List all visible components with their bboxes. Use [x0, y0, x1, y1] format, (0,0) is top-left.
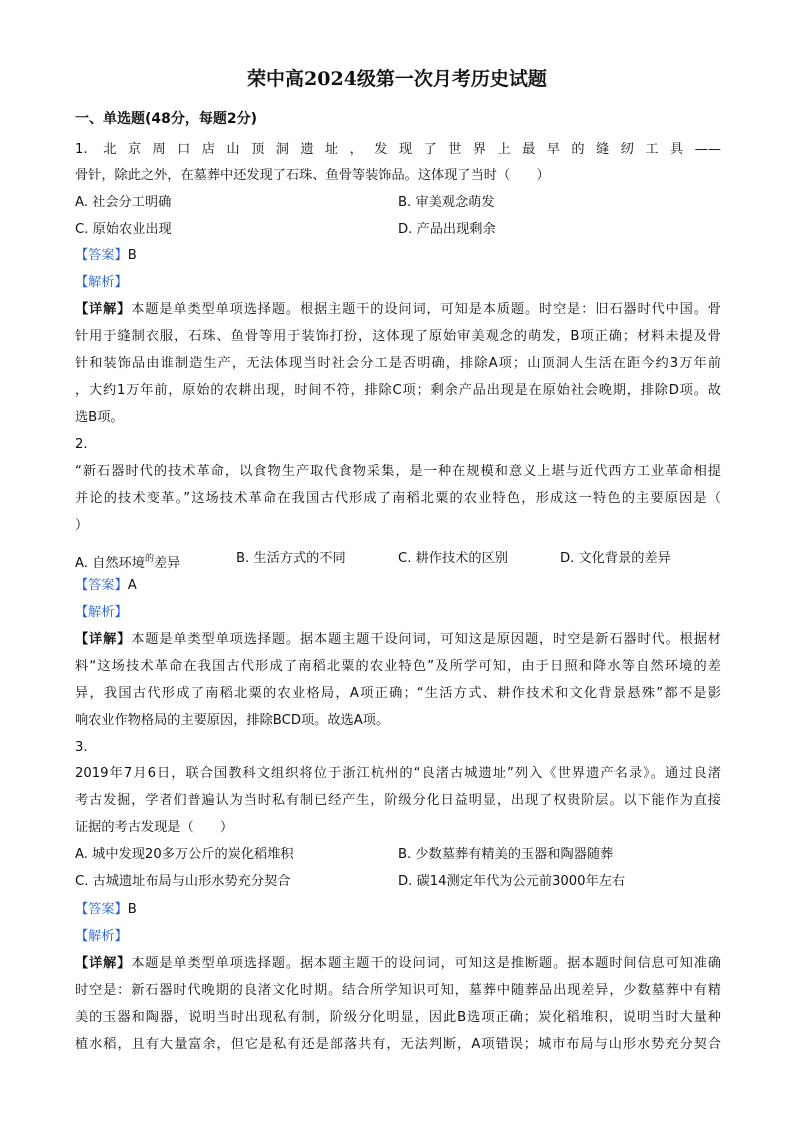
q2-detail-line-2: 料“这场技术革命在我国古代形成了南稻北粟的农业特色”及所学可知，由于日照和降水等自然环境的差 — [75, 659, 721, 674]
q3-option-a: A. 城中发现20多万公斤的炭化稻堆积 — [75, 847, 294, 862]
q2-detail-line-4: 响农业作物格局的主要原因，排除BCD项。故选A项。 — [75, 713, 390, 728]
detail-label: 【详解】 — [75, 956, 132, 971]
q3-stem-line-2: 考古发掘，学者们普遍认为当时私有制已经产生，阶级分化日益明显，出现了权贵阶层。以下能作为直接 — [75, 793, 721, 808]
q1-detail-text-1: 本题是单类型单项选择题。根据主题干的设问词，可知是本质题。时空是：旧石器时代中国。骨 — [131, 302, 721, 317]
q1-option-d: D. 产品出现剩余 — [398, 222, 496, 237]
q2-option-a-sup: 的 — [144, 554, 154, 564]
detail-label: 【详解】 — [75, 302, 132, 317]
q3-stem-line-1: 2019年7月6日，联合国教科文组织将位于浙江杭州的“良渚古城遗址”列入《世界遗产名录》。通过良渚 — [75, 766, 721, 781]
q3-option-d: D. 碳14测定年代为公元前3000年左右 — [398, 874, 626, 889]
answer-label: 【答案】 — [75, 578, 128, 593]
q2-stem-line-2: 并论的技术变革。”这场技术革命在我国古代形成了南稻北粟的农业特色，形成这一特色的主要原因是（ — [75, 491, 721, 506]
q3-detail-text-1: 本题是单类型单项选择题。据本题主题干的设问词，可知这是推断题。据本题时间信息可知准确 — [131, 956, 721, 971]
q1-option-b: B. 审美观念萌发 — [398, 195, 495, 210]
q3-detail-line-3: 美的玉器和陶器，说明当时出现私有制，阶级分化明显，因此B选项正确；炭化稻堆积，说明当时大量种 — [75, 1010, 721, 1025]
q1-answer — [75, 247, 721, 265]
answer-label: 【答案】 — [75, 902, 128, 917]
q2-detail-line-3: 异，我国古代形成了南稻北粟的农业格局，A项正确；“生活方式、耕作技术和文化背景悬殊”都不是影 — [75, 686, 721, 701]
q2-answer — [75, 577, 721, 595]
q2-option-b: B. 生活方式的不同 — [236, 551, 346, 566]
q2-analysis-label: 【解析】 — [75, 605, 128, 620]
q1-answer-value: B — [127, 248, 137, 263]
exam-title: 荣中高2024级第一次月考历史试题 — [247, 68, 547, 90]
q1-stem-line-1: 1. 北京周口店山顶洞遗址，发现了世界上最早的缝纫工具—— — [75, 142, 721, 157]
q3-answer-value: B — [127, 902, 137, 917]
q3-stem-line-3: 证据的考古发现是（ ） — [75, 820, 234, 835]
q2-number: 2. — [75, 437, 88, 452]
q2-detail-text-1: 本题是单类型单项选择题。据本题主题干设问词，可知这是原因题，时空是新石器时代。根据材 — [131, 632, 721, 647]
q1-option-a: A. 社会分工明确 — [75, 195, 172, 210]
q2-answer-value: A — [127, 578, 137, 593]
q2-option-c: C. 耕作技术的区别 — [398, 551, 508, 566]
q3-option-c: C. 古城遗址布局与山形水势充分契合 — [75, 874, 291, 889]
q1-detail-line-1 — [75, 301, 721, 319]
q2-option-a — [75, 550, 180, 573]
q1-stem-line-2: 骨针，除此之外，在墓葬中还发现了石珠、鱼骨等装饰品。这体现了当时（ ） — [75, 168, 550, 183]
q2-option-a-text: A. 自然环境 — [75, 556, 145, 571]
q2-stem-line-3: ） — [75, 518, 89, 533]
q2-option-d: D. 文化背景的差异 — [560, 551, 671, 566]
q1-option-c: C. 原始农业出现 — [75, 222, 172, 237]
detail-label: 【详解】 — [75, 632, 132, 647]
q2-option-a-text-end: 差异 — [153, 556, 181, 571]
q3-number: 3. — [75, 740, 88, 755]
q1-detail-line-4: ，大约1万年前，原始的农耕出现，时间不符，排除C项；剩余产品出现是在原始社会晚期，排除D项。故 — [75, 383, 721, 398]
q3-answer — [75, 901, 721, 919]
q1-detail-line-2: 针用于缝制衣服，石珠、鱼骨等用于装饰打扮，这体现了原始审美观念的萌发，B项正确；材料未提及骨 — [75, 329, 721, 344]
q2-stem-line-1: “新石器时代的技术革命，以食物生产取代食物采集，是一种在规模和意义上堪与近代西方工业革命相提 — [75, 464, 721, 479]
q1-detail-line-3: 针和装饰品由谁制造生产，无法体现当时社会分工是否明确，排除A项；山顶洞人生活在距今约3万年前 — [75, 356, 721, 371]
q3-detail-line-4: 植水稻，且有大量富余，但它是私有还是部落共有，无法判断，A项错误；城市布局与山形水势充分契合 — [75, 1037, 721, 1052]
q3-option-b: B. 少数墓葬有精美的玉器和陶器随葬 — [398, 847, 614, 862]
q1-detail-line-5: 选B项。 — [75, 410, 124, 425]
section-heading: 一、单选题(48分，每题2分) — [75, 111, 258, 127]
q1-analysis-label: 【解析】 — [75, 275, 128, 290]
q2-detail-line-1 — [75, 631, 721, 649]
q3-detail-line-1 — [75, 955, 721, 973]
answer-label: 【答案】 — [75, 248, 128, 263]
q3-analysis-label: 【解析】 — [75, 929, 128, 944]
q3-detail-line-2: 时空是：新石器时代晚期的良渚文化时期。结合所学知识可知，墓葬中随葬品出现差异，少数墓葬中有精 — [75, 983, 721, 998]
